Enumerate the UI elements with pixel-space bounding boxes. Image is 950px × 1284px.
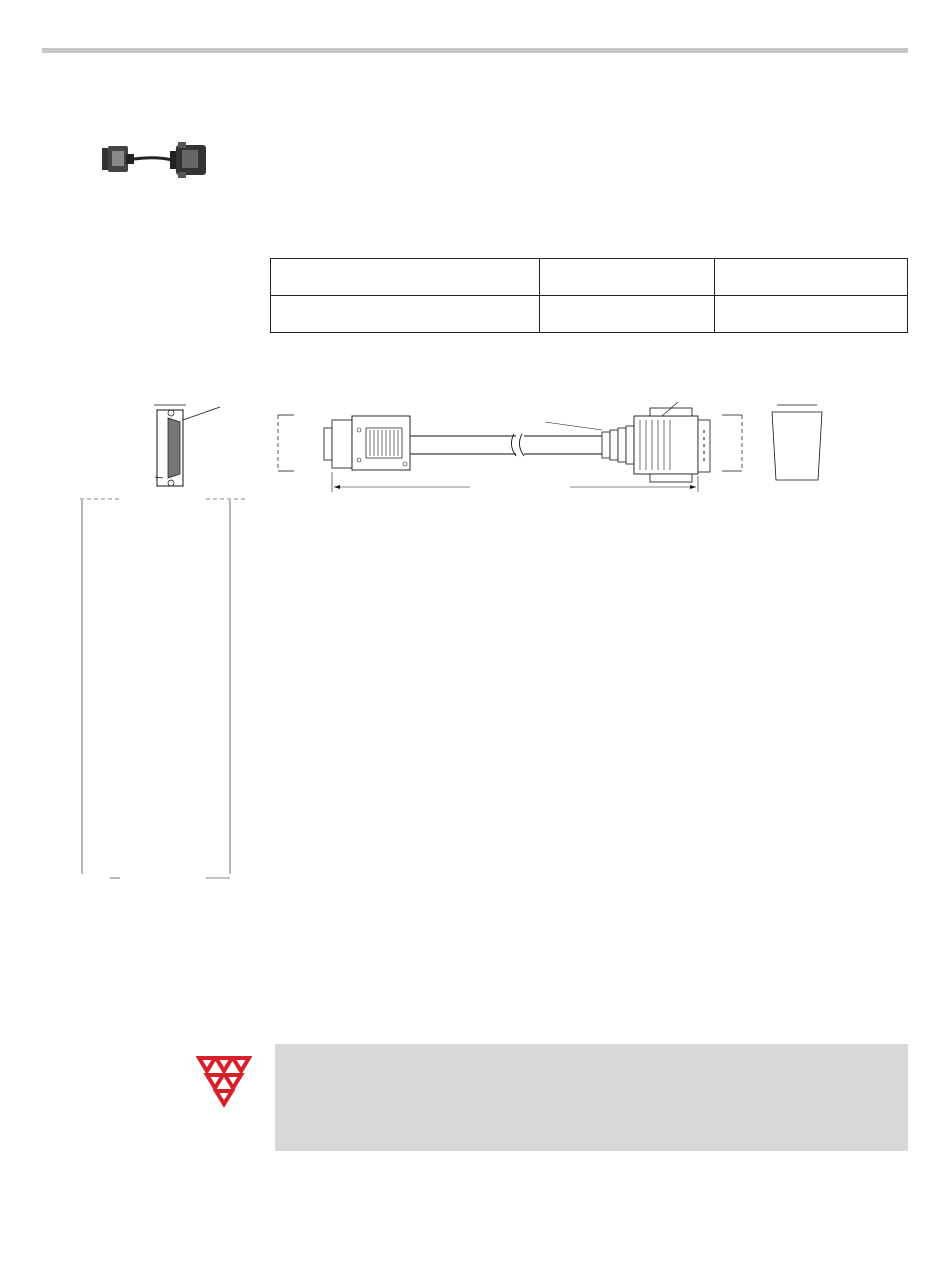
note-box [275,1044,908,1151]
cable-side-view [278,402,742,492]
spec-cell [715,259,908,296]
pinout-grid-table [289,512,903,828]
top-rule [42,48,908,53]
male-pin-view [154,405,220,486]
female-pin-view [772,405,822,480]
spec-table [270,258,908,333]
cable-thumbnail-image [100,142,210,178]
spec-header-row [271,259,908,296]
spec-cell [540,296,715,333]
spec-cell [715,296,908,333]
spec-cell [271,296,540,333]
polycom-logo-icon [196,1054,252,1108]
spec-cell [271,259,540,296]
spec-cell [540,259,715,296]
spec-row [271,296,908,333]
wiring-schematic [80,499,246,878]
